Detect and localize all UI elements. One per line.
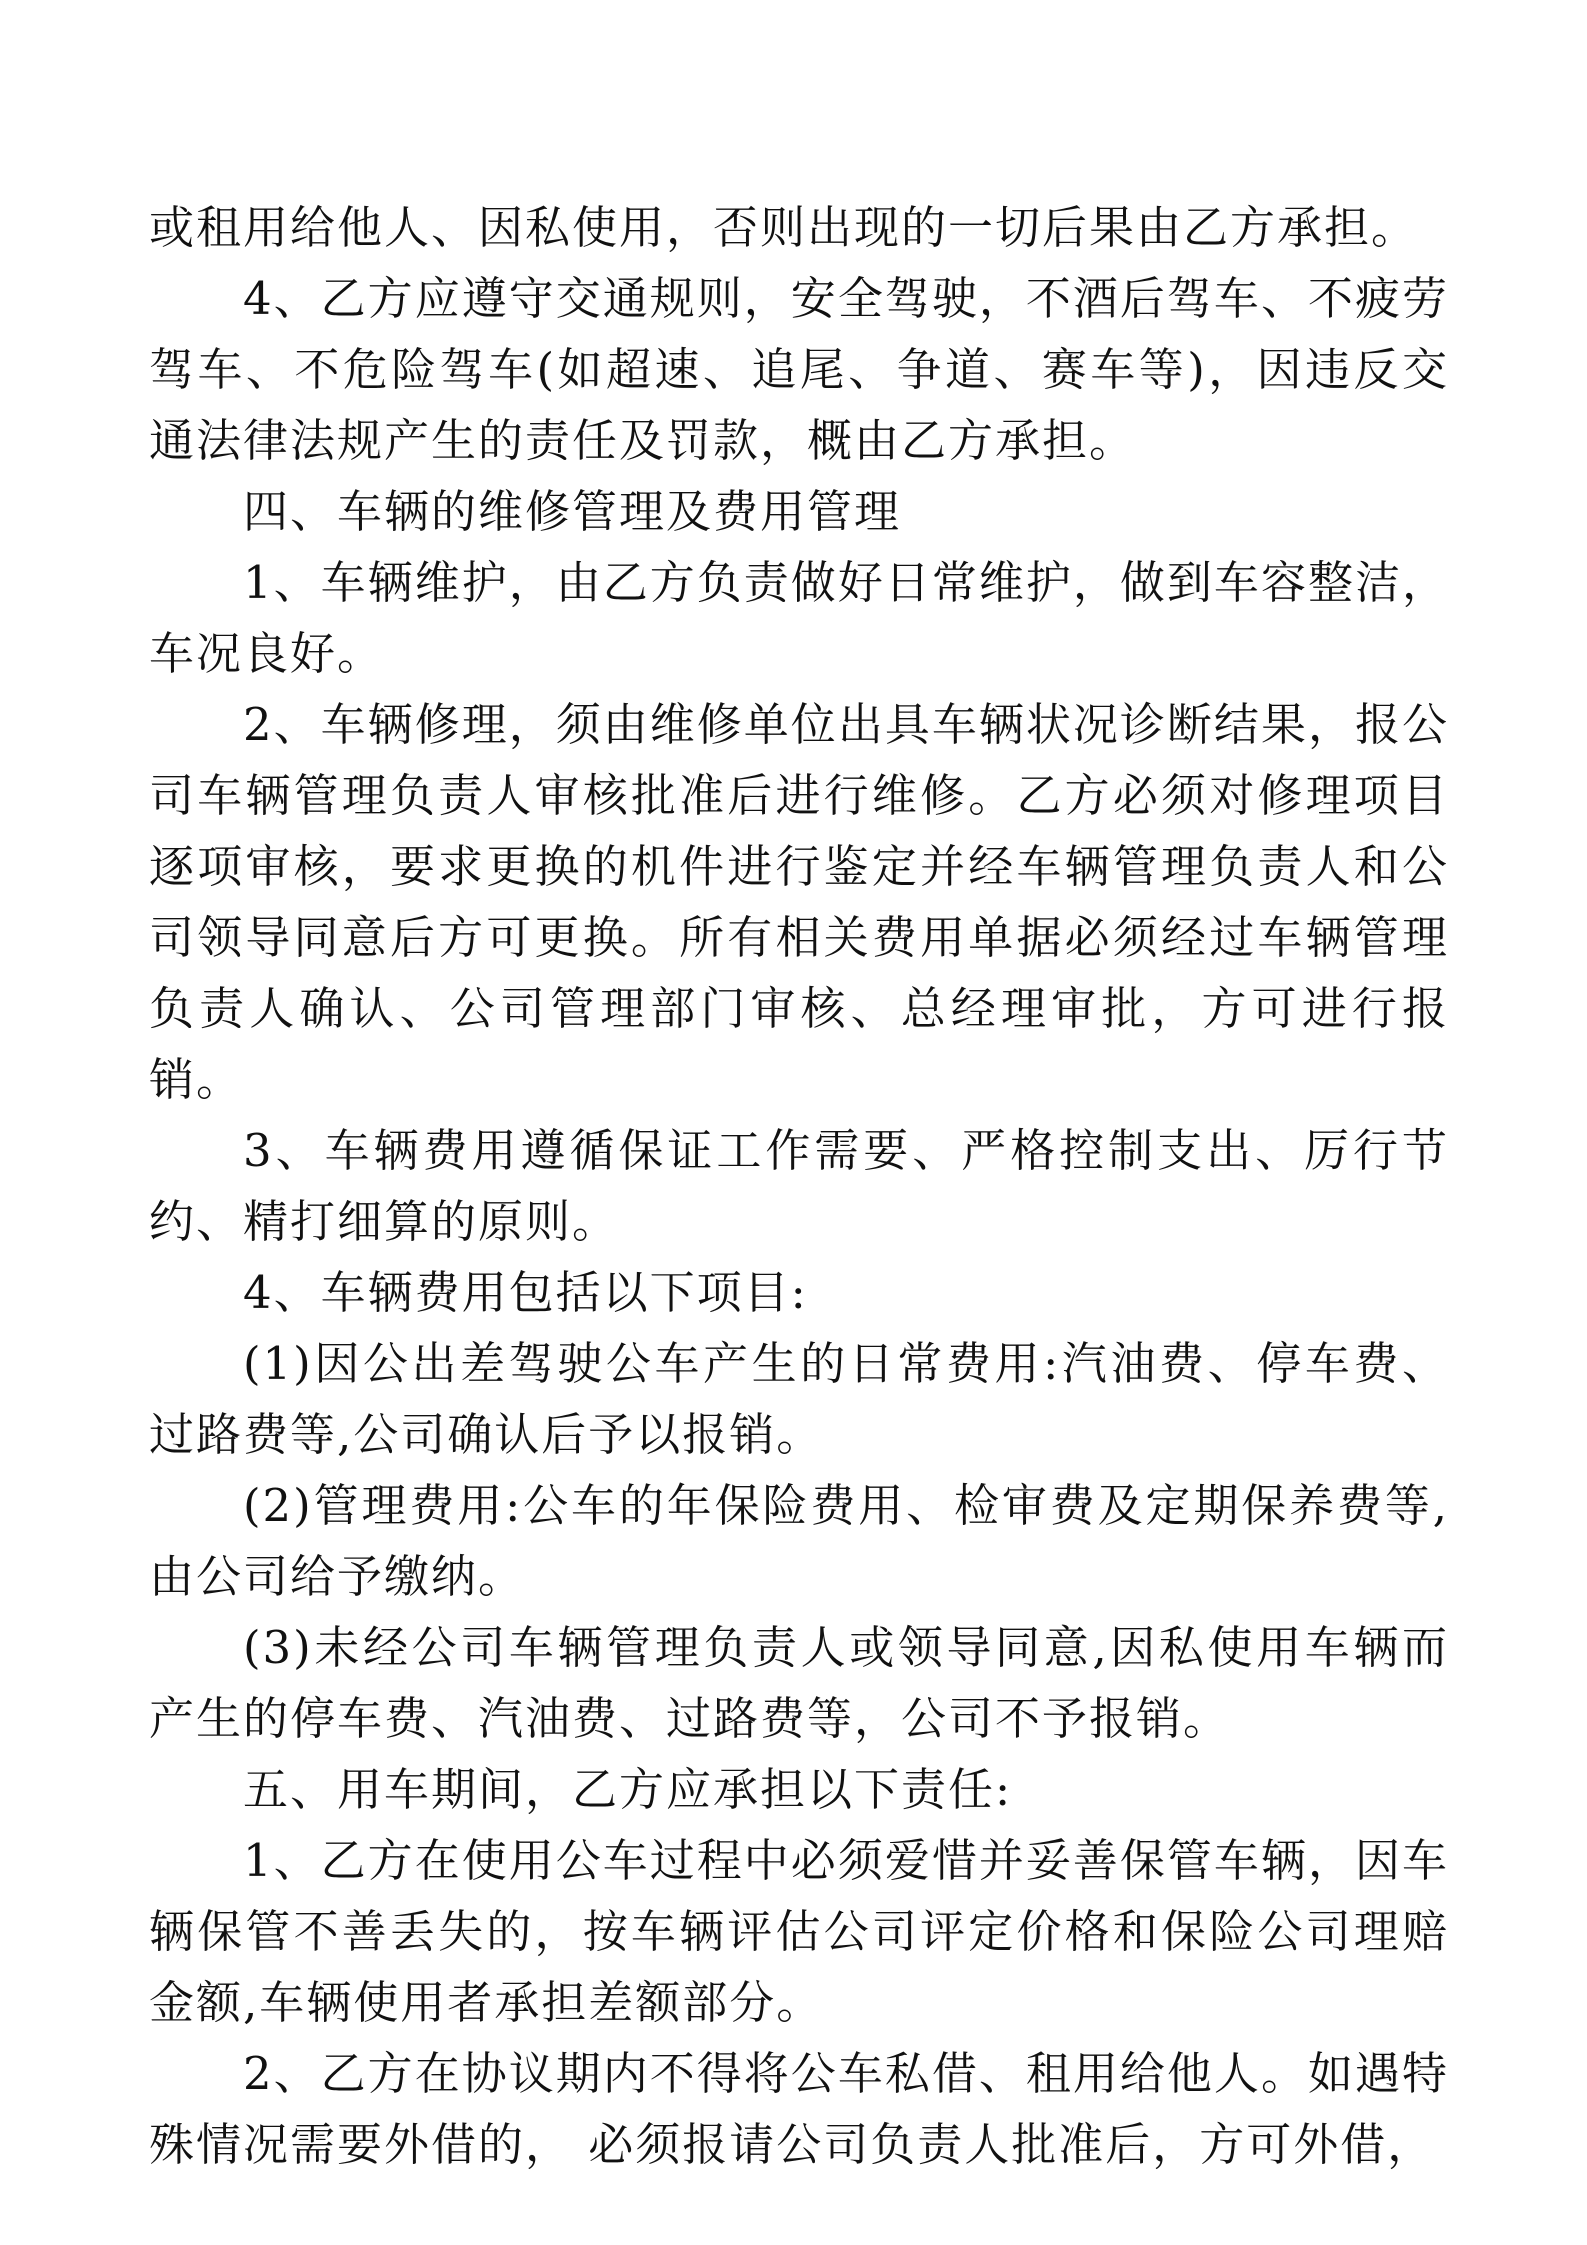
paragraph-expense-principle: 3、车辆费用遵循保证工作需要、严格控制支出、厉行节约、精打细算的原则。 <box>149 1124 1449 1248</box>
paragraph-item-1: (1)因公出差驾驶公车产生的日常费用:汽油费、停车费、过路费等,公司确认后予以报销。 <box>149 1337 1449 1461</box>
document-page <box>149 192 1449 2180</box>
section-heading-5: 五、用车期间，乙方应承担以下责任: <box>243 1763 1013 1816</box>
paragraph-expense-items: 4、车辆费用包括以下项目: <box>243 1266 808 1319</box>
paragraph-item-2: (2)管理费用:公车的年保险费用、检审费及定期保养费等,由公司给予缴纳。 <box>149 1479 1449 1603</box>
paragraph-care-of-vehicle: 1、乙方在使用公车过程中必须爱惜并妥善保管车辆，因车辆保管不善丢失的，按车辆评估公司评定价格和保险公司理赔金额,车辆使用者承担差额部分。 <box>149 1834 1449 2029</box>
paragraph-item-3: (3)未经公司车辆管理负责人或领导同意,因私使用车辆而产生的停车费、汽油费、过路费等，公司不予报销。 <box>149 1621 1449 1745</box>
paragraph-repair: 2、车辆修理，须由维修单位出具车辆状况诊断结果，报公司车辆管理负责人审核批准后进行维修。乙方必须对修理项目逐项审核，要求更换的机件进行鉴定并经车辆管理负责人和公司领导同意后方可更换。所有相关费用单据必须经过车辆管理负责人确认、公司管理部门审核、总经理审批，方可进行报销。 <box>149 698 1449 1106</box>
paragraph-no-lending: 2、乙方在协议期内不得将公车私借、租用给他人。如遇特殊情况需要外借的， 必须报请公司负责人批准后，方可外借， <box>149 2047 1449 2171</box>
paragraph-continuation: 或租用给他人、因私使用，否则出现的一切后果由乙方承担。 <box>149 201 1419 254</box>
paragraph-clause-4-traffic: 4、乙方应遵守交通规则，安全驾驶，不酒后驾车、不疲劳驾车、不危险驾车(如超速、追尾、争道、赛车等)，因违反交通法律法规产生的责任及罚款，概由乙方承担。 <box>149 272 1449 467</box>
section-heading-4: 四、车辆的维修管理及费用管理 <box>243 485 902 538</box>
paragraph-maintenance: 1、车辆维护，由乙方负责做好日常维护，做到车容整洁，车况良好。 <box>149 556 1449 680</box>
